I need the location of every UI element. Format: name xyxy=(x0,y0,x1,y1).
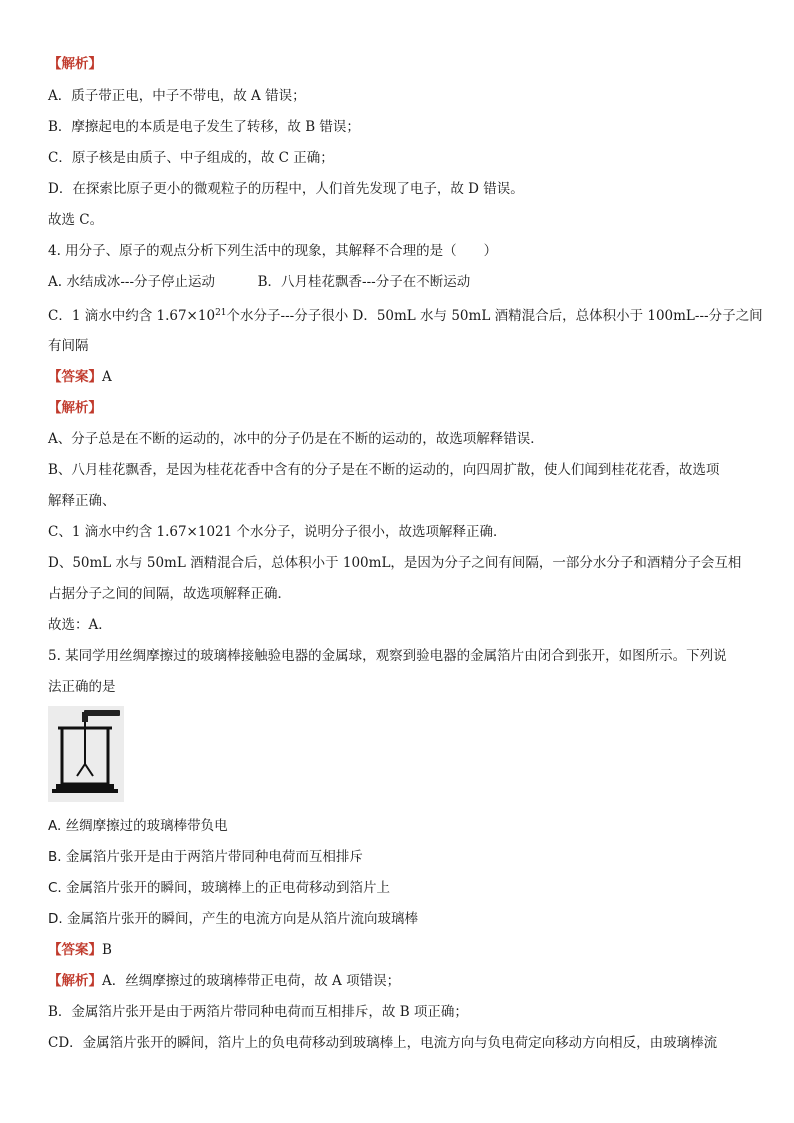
question-4-options-cont: 有间隔 xyxy=(48,338,89,354)
analysis-label: 【解析】 xyxy=(48,400,102,416)
question-5-option-d: D. 金属箔片张开的瞬间，产生的电流方向是从箔片流向玻璃棒 xyxy=(48,911,418,927)
electroscope-figure xyxy=(48,706,124,802)
question-5-option-c: C. 金属箔片张开的瞬间，玻璃棒上的正电荷移动到箔片上 xyxy=(48,880,391,896)
question-4-options-cd xyxy=(48,303,763,326)
question-4-option-a: A. 水结成冰---分子停止运动 xyxy=(48,274,216,290)
question-5-stem-2: 法正确的是 xyxy=(48,679,116,695)
answer-value: A xyxy=(102,369,112,385)
analysis-label: 【解析】 xyxy=(48,56,102,72)
q4-analysis-d1: D、50mL 水与 50mL 酒精混合后，总体积小于 100mL，是因为分子之间有间隔，一部分水分子和酒精分子会互相 xyxy=(48,555,742,571)
question-4-stem: 4. 用分子、原子的观点分析下列生活中的现象，其解释不合理的是（ ） xyxy=(48,243,498,259)
q5-analysis-b: B．金属箔片张开是由于两箔片带同种电荷而互相排斥，故 B 项正确； xyxy=(48,1004,468,1020)
question-4-option-c-exponent: 21 xyxy=(215,308,227,318)
question-5-answer xyxy=(48,940,754,960)
question-4-option-b: B．八月桂花飘香---分子在不断运动 xyxy=(257,274,471,290)
q5-analysis-cd: CD．金属箔片张开的瞬间，箔片上的负电荷移动到玻璃棒上，电流方向与负电荷定向移动方向相反，由玻璃棒流 xyxy=(48,1035,718,1051)
question-5-option-a: A. 丝绸摩擦过的玻璃棒带负电 xyxy=(48,818,228,834)
answer-value: B xyxy=(102,942,112,958)
question-4-option-c-pre: C．1 滴水中约含 1.67×10 xyxy=(48,308,216,324)
answer-label: 【答案】 xyxy=(48,369,102,385)
analysis-line-a: A．质子带正电，中子不带电，故 A 错误； xyxy=(48,88,306,104)
question-4-answer xyxy=(48,367,754,387)
q5-analysis-a-text: A．丝绸摩擦过的玻璃棒带正电荷，故 A 项错误； xyxy=(102,973,401,989)
q4-analysis-c: C、1 滴水中约含 1.67×1021 个水分子，说明分子很小，故选项解释正确． xyxy=(48,524,507,540)
analysis-line-d: D．在探索比原子更小的微观粒子的历程中，人们首先发现了电子，故 D 错误。 xyxy=(48,181,524,197)
answer-label: 【答案】 xyxy=(48,942,102,958)
question-4-options-ab xyxy=(48,272,754,292)
analysis-line-b: B．摩擦起电的本质是电子发生了转移，故 B 错误； xyxy=(48,119,360,135)
q4-analysis-b2: 解释正确、 xyxy=(48,493,116,509)
analysis-label: 【解析】 xyxy=(48,973,102,989)
q4-choice: 故选：A． xyxy=(48,617,112,633)
q4-analysis-b1: B、八月桂花飘香，是因为桂花花香中含有的分子是在不断的运动的，向四周扩散，使人们闻到桂花花香，故选项 xyxy=(48,462,720,478)
choice-line: 故选 C。 xyxy=(48,212,104,228)
q4-analysis-d2: 占据分子之间的间隔，故选项解释正确． xyxy=(48,586,291,602)
electroscope-icon xyxy=(48,706,124,802)
question-5-option-b: B. 金属箔片张开是由于两箔片带同种电荷而互相排斥 xyxy=(48,849,363,865)
question-4-option-c-post: 个水分子---分子很小 D．50mL 水与 50mL 酒精混合后，总体积小于 100mL---分子之间 xyxy=(226,308,763,324)
question-5-stem-1: 5. 某同学用丝绸摩擦过的玻璃棒接触验电器的金属球，观察到验电器的金属箔片由闭合到张开，如图所示。下列说 xyxy=(48,648,727,664)
q5-analysis-a xyxy=(48,971,754,991)
analysis-line-c: C．原子核是由质子、中子组成的，故 C 正确； xyxy=(48,150,334,166)
q4-analysis-a: A、分子总是在不断的运动的，冰中的分子仍是在不断的运动的，故选项解释错误． xyxy=(48,431,544,447)
